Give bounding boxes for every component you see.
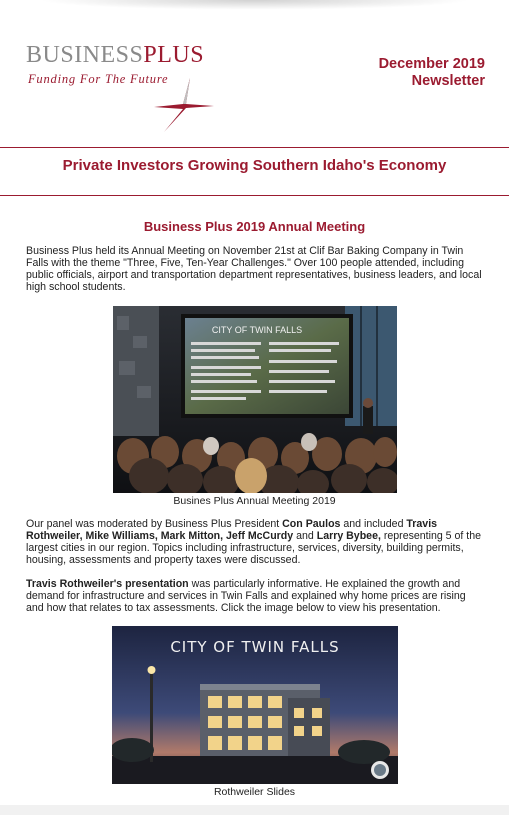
presentation-text: was particularly informative. He explained the growth and demand for infrastructure and services in Twin Falls and explained why home prices are rising and how that relates to tax assessments. Click the image below to view his presentation. [26,578,466,614]
logo-business-text: BUSINESS [26,42,144,68]
intro-paragraph: Business Plus held its Annual Meeting on November 21st at Clif Bar Baking Company in Twin Falls with the theme "Three, Five, Ten-Year Challenges." Over 100 people attended, including public officials, airport and transportation department representatives, business leaders, and local high school students. [26,245,482,293]
photo1-caption: Busines Plus Annual Meeting 2019 [173,495,336,507]
top-shadow [0,0,509,14]
panel-paragraph [26,518,486,566]
banner-headline: Private Investors Growing Southern Idaho's Economy [62,157,447,174]
logo-star-icon [150,74,220,134]
logo-wordmark [26,42,204,69]
panelist-names: Travis Rothweiler, Mike Williams, Mark Mitton, Jeff McCurdy [26,518,438,542]
panel-text-4: representing 5 of the largest cities in our region. Topics including infrastructure, services, diversity, building permits, housing, assessments and property taxes were discussed. [26,530,482,566]
logo-tagline: Funding For The Future [28,72,169,86]
newsletter-header [0,20,509,140]
last-panelist-name: Larry Bybee, [316,530,381,542]
slide-title: CITY OF TWIN FALLS [211,325,303,335]
newsletter-date [379,56,485,90]
moderator-name: Con Paulos [282,518,341,530]
presentation-bold: Travis Rothweiler's presentation [26,578,189,590]
photo2-caption: Rothweiler Slides [213,786,296,798]
newsletter-label: Newsletter [411,73,485,89]
newsletter-month: December 2019 [378,56,485,72]
rothweiler-slides-art [112,626,398,784]
logo-plus-text: PLUS [143,42,205,68]
annual-meeting-photo[interactable] [113,306,397,493]
photo2-title: CITY OF TWIN FALLS [170,638,340,656]
panel-text-3: and [293,530,317,542]
rothweiler-slides-image[interactable] [112,626,398,784]
panel-text-1: Our panel was moderated by Business Plus President [26,518,283,530]
presentation-paragraph [26,578,486,614]
divider-bottom [0,195,509,196]
panel-text-2: and included [340,518,407,530]
article-title: Business Plus 2019 Annual Meeting [143,219,366,234]
divider-top [0,147,509,148]
annual-meeting-photo-art [113,306,397,493]
bottom-bar [0,805,509,815]
business-plus-logo[interactable] [26,42,226,142]
